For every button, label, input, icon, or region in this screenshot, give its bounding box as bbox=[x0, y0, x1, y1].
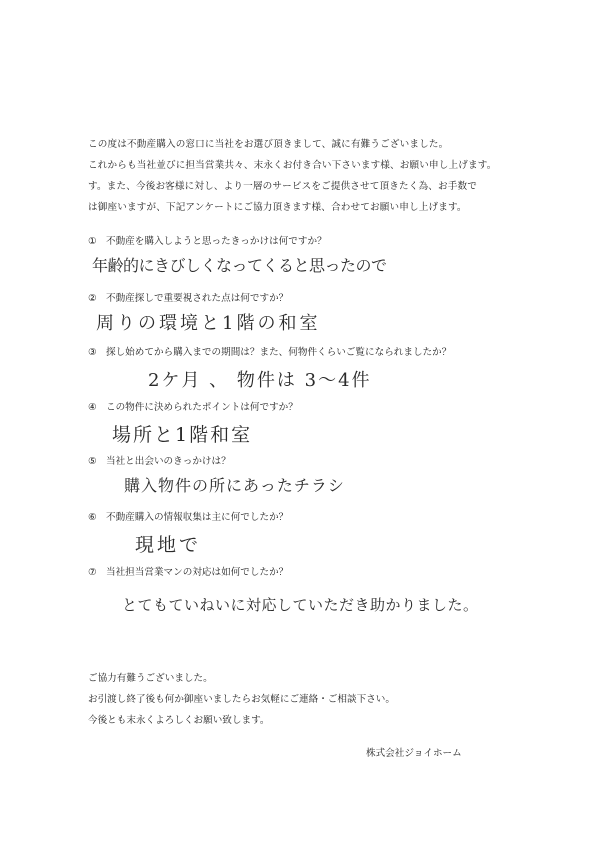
intro-line: は御座いますが、下記アンケートにご協力頂きます様、合わせてお願い申し上げます。 bbox=[88, 202, 467, 213]
question-number: ③ bbox=[88, 347, 97, 358]
question-number: ⑥ bbox=[88, 512, 97, 523]
intro-paragraph bbox=[88, 134, 528, 218]
intro-line: す。また、今後お客様に対し、より一層のサービスをご提供させて頂きたく為、お手数で bbox=[88, 181, 477, 192]
question-text: 不動産探しで重要視された点は何ですか？ bbox=[106, 293, 289, 304]
question-5 bbox=[88, 453, 231, 467]
question-1 bbox=[88, 233, 327, 247]
question-number: ⑦ bbox=[88, 567, 97, 578]
question-text: 不動産購入の情報収集は主に何でしたか？ bbox=[106, 512, 289, 523]
intro-line: この度は不動産購入の窓口に当社をお選び頂きまして、誠に有難うございました。 bbox=[88, 139, 449, 150]
question-7 bbox=[88, 564, 288, 578]
question-6 bbox=[88, 509, 288, 523]
question-text: 不動産を購入しようと思ったきっかけは何ですか？ bbox=[106, 236, 327, 247]
answer-7-handwritten: とてもていねいに対応していただき助かりました。 bbox=[122, 596, 479, 614]
question-text: 当社担当営業マンの対応は如何でしたか？ bbox=[106, 567, 289, 578]
answer-3-handwritten: 2ケ月 、 物件は 3〜4件 bbox=[148, 370, 372, 391]
question-2 bbox=[88, 290, 288, 304]
question-text: この物件に決められたポイントは何ですか？ bbox=[106, 402, 298, 413]
company-name: 株式会社ジョイホーム bbox=[366, 748, 462, 759]
question-text: 探し始めてから購入までの期間は？また、何物件くらいご覧になられましたか？ bbox=[106, 347, 452, 358]
intro-line: これからも当社並びに担当営業共々、末永くお付き合い下さいます様、お願い申し上げます。 bbox=[88, 160, 497, 171]
question-number: ⑤ bbox=[88, 456, 97, 467]
answer-2-handwritten: 周りの環境と1階の和室 bbox=[96, 313, 321, 334]
question-4 bbox=[88, 399, 298, 413]
closing-line: 今後とも末永くよろしくお願い致します。 bbox=[88, 715, 270, 726]
closing-paragraph bbox=[88, 668, 395, 731]
answer-5-handwritten: 購入物件の所にあったチラシ bbox=[124, 476, 345, 495]
question-number: ② bbox=[88, 293, 97, 304]
answer-6-handwritten: 現地で bbox=[135, 534, 202, 556]
question-number: ① bbox=[88, 236, 97, 247]
question-3 bbox=[88, 344, 451, 358]
answer-1-handwritten: 年齢的にきびしくなってくると思ったので bbox=[92, 256, 387, 275]
closing-line: ご協力有難うございました。 bbox=[88, 673, 213, 684]
closing-line: お引渡し終了後も何か御座いましたらお気軽にご連絡・ご相談下さい。 bbox=[88, 694, 395, 705]
question-number: ④ bbox=[88, 402, 97, 413]
answer-4-handwritten: 場所と1階和室 bbox=[112, 424, 253, 446]
question-text: 当社と出会いのきっかけは？ bbox=[106, 456, 231, 467]
